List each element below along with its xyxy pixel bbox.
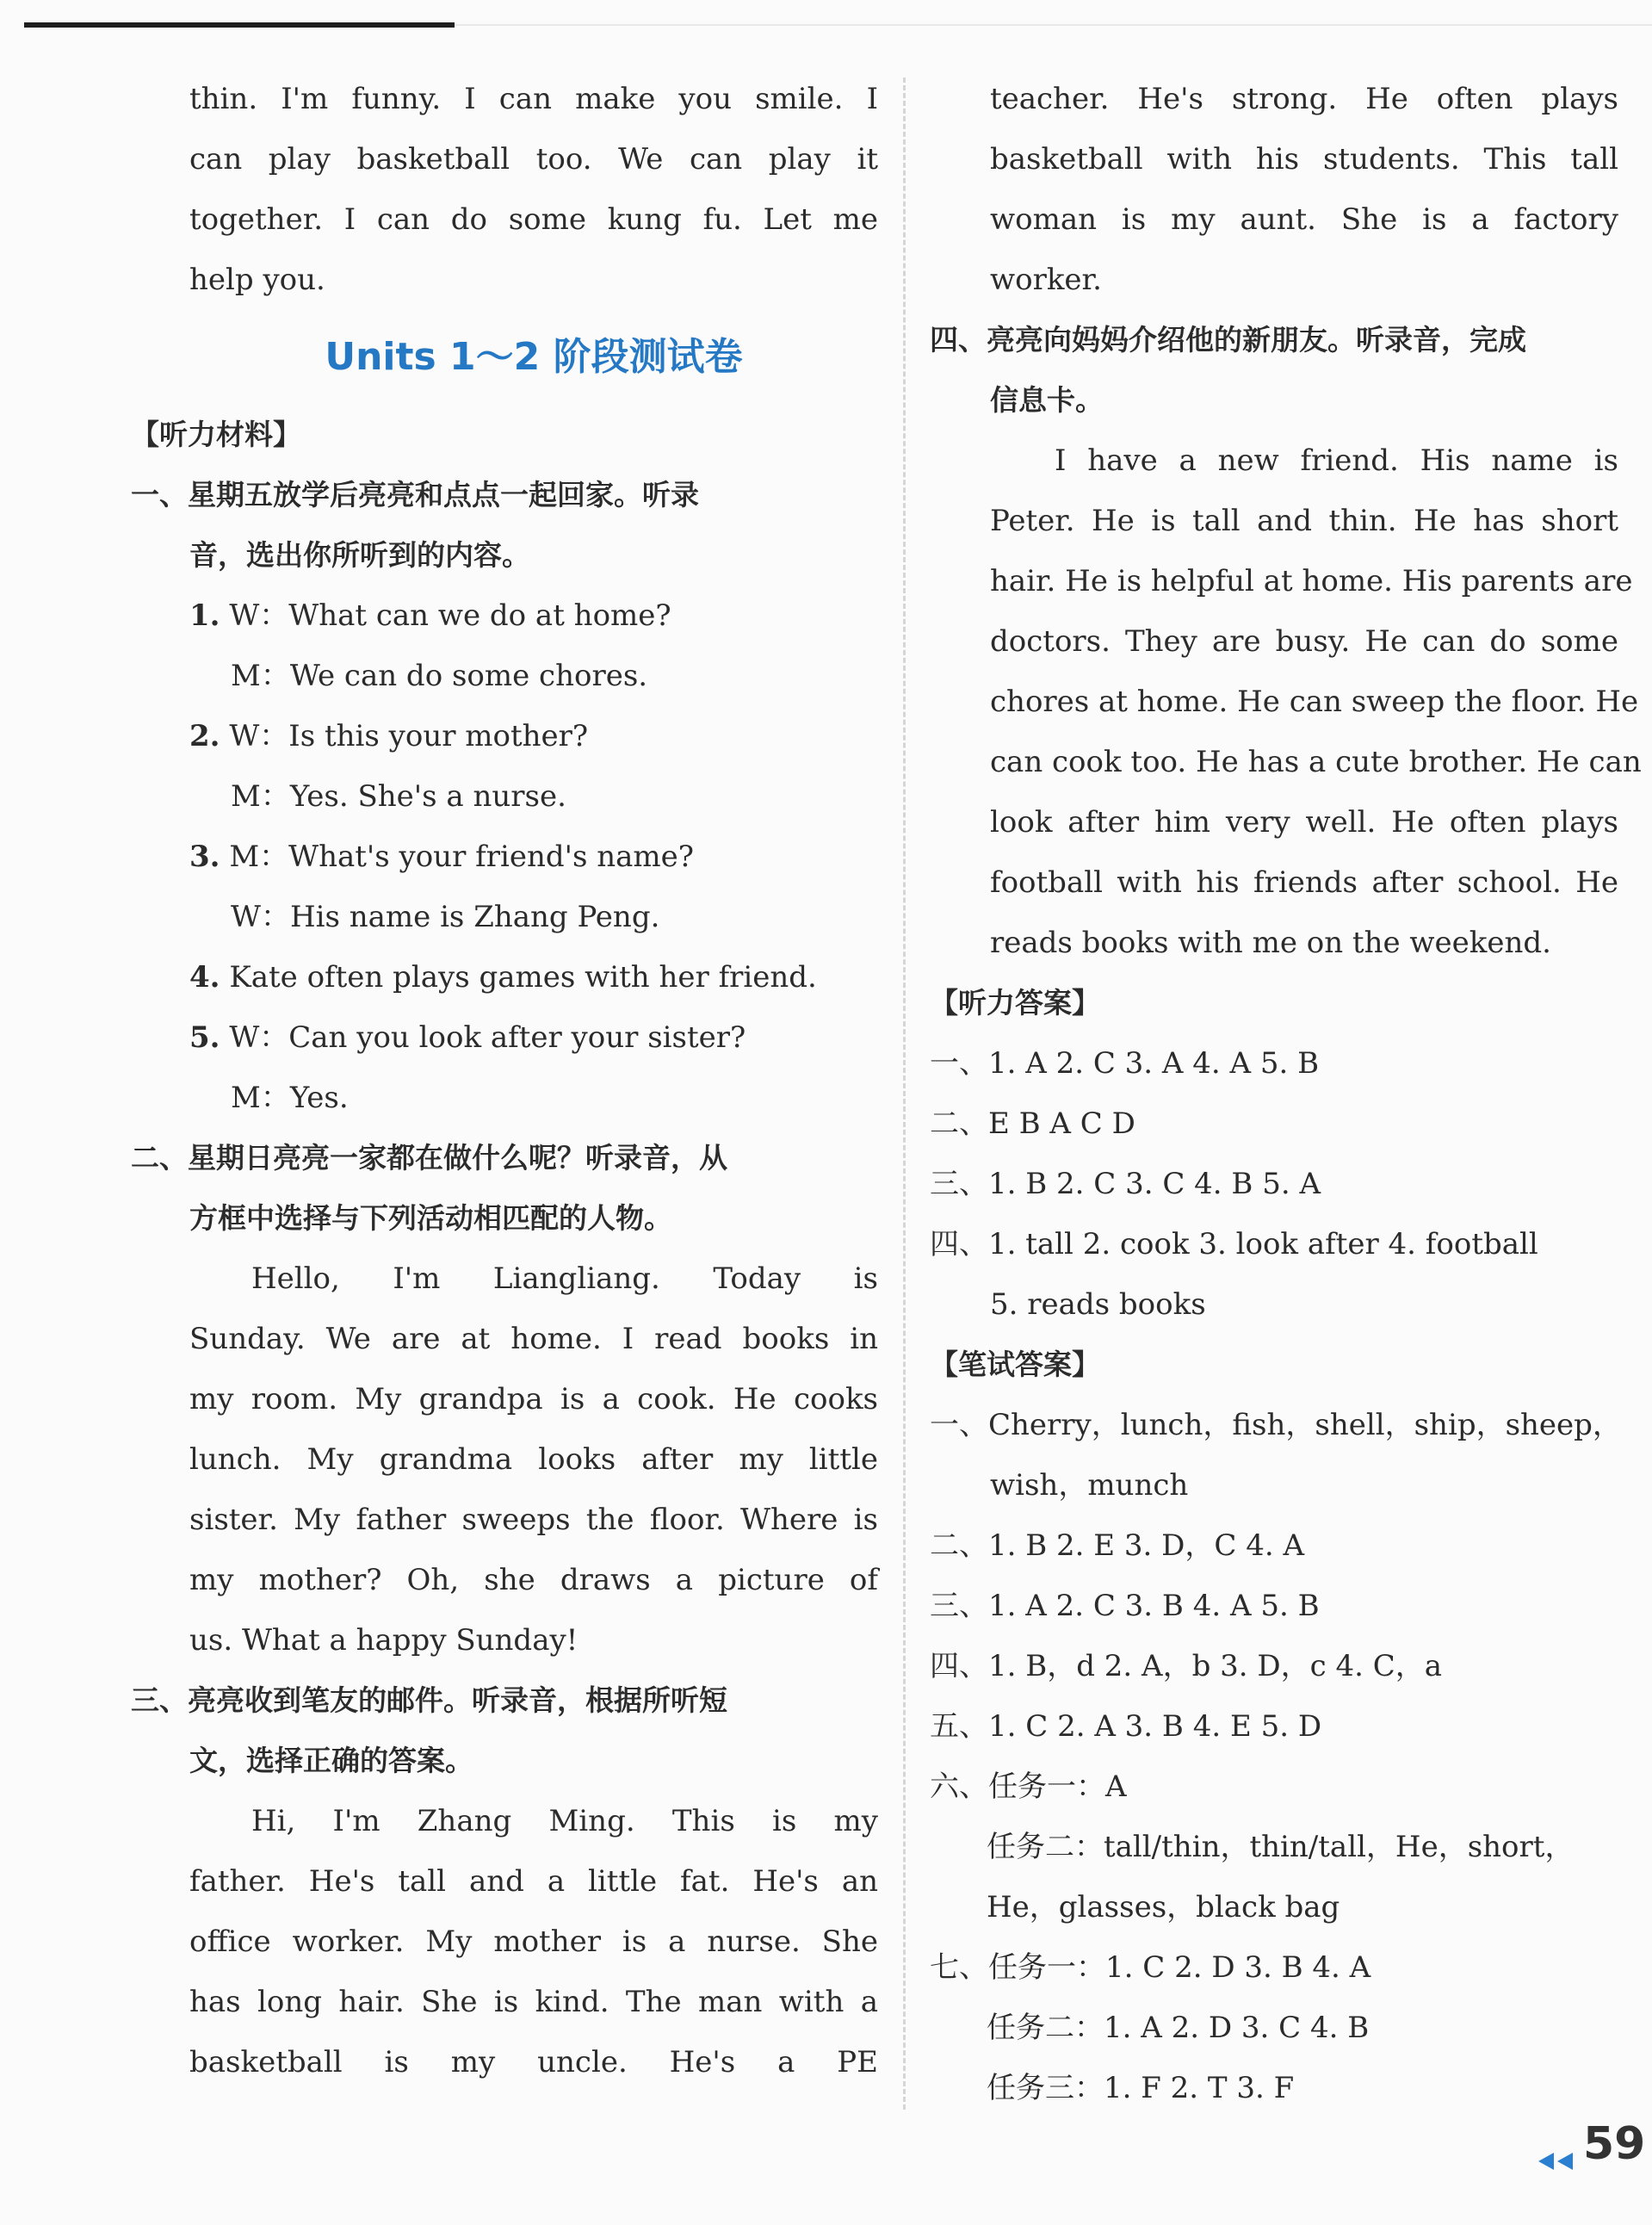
answer-line: 任务三：1. F 2. T 3. F xyxy=(987,2071,1295,2105)
right-column xyxy=(930,69,1642,2118)
answer-line: 五、1. C 2. A 3. B 4. E 5. D xyxy=(930,1709,1322,1744)
passage-line: us. What a happy Sunday! xyxy=(189,1623,579,1658)
answer-line: 六、任务一：A xyxy=(930,1769,1127,1804)
passage-line: football with his friends after school. He xyxy=(990,865,1618,900)
answer-line: 5. reads books xyxy=(990,1287,1206,1322)
answer-line: 三、1. B 2. C 3. C 4. B 5. A xyxy=(930,1167,1321,1201)
continued-line: worker. xyxy=(990,263,1102,297)
passage-line: reads books with me on the weekend. xyxy=(990,926,1551,960)
answer-line: 四、1. B，d 2. A，b 3. D，c 4. C，a xyxy=(930,1649,1443,1683)
section-title: Units 1～2 阶段测试卷 xyxy=(325,335,743,379)
passage-line: my room. My grandpa is a cook. He cooks xyxy=(189,1382,878,1416)
dialogue-line: M：Yes. xyxy=(231,1081,349,1115)
part1-heading-cont: 音，选出你所听到的内容。 xyxy=(189,538,530,572)
part1-heading: 一、星期五放学后亮亮和点点一起回家。听录 xyxy=(131,478,699,511)
part2-heading: 二、星期日亮亮一家都在做什么呢？听录音，从 xyxy=(131,1141,727,1174)
passage-line: chores at home. He can sweep the floor. He xyxy=(990,685,1639,719)
page-nav-arrows xyxy=(1538,2135,1573,2187)
dialogue-line: 5. W：Can you look after your sister? xyxy=(189,1020,746,1055)
passage-line: lunch. My grandma looks after my little xyxy=(189,1442,878,1477)
answer-line: 一、Cherry，lunch，fish，shell，ship，sheep， xyxy=(930,1408,1622,1442)
back-arrow-icon xyxy=(1557,2153,1573,2170)
answer-line: 任务二：1. A 2. D 3. C 4. B xyxy=(987,2011,1370,2045)
dialogue-line: 4. Kate often plays games with her friend. xyxy=(189,960,817,995)
listening-answers-heading: 【听力答案】 xyxy=(930,986,1100,1020)
intro-line: thin. I'm funny. I can make you smile. I xyxy=(189,82,878,116)
passage-line: Hi, I'm Zhang Ming. This is my xyxy=(251,1804,878,1838)
part4-heading-cont: 信息卡。 xyxy=(990,383,1104,417)
dialogue-line: 1. W：What can we do at home? xyxy=(189,598,671,633)
top-rule xyxy=(24,22,455,28)
part3-heading: 三、亮亮收到笔友的邮件。听录音，根据所听短 xyxy=(131,1683,727,1717)
passage-line: I have a new friend. His name is xyxy=(1055,443,1618,478)
passage-line: has long hair. She is kind. The man with a xyxy=(189,1985,878,2019)
answer-line: wish，munch xyxy=(990,1468,1189,1503)
answer-line: 任务二：tall/thin，thin/tall，He，short， xyxy=(987,1830,1575,1864)
column-divider xyxy=(903,77,906,2110)
passage-line: office worker. My mother is a nurse. She xyxy=(189,1924,878,1959)
passage-line: can cook too. He has a cute brother. He can xyxy=(990,745,1642,779)
answer-line: He，glasses，black bag xyxy=(987,1890,1340,1924)
dialogue-line: M：Yes. She's a nurse. xyxy=(231,779,566,814)
continued-line: teacher. He's strong. He often plays xyxy=(990,82,1618,116)
passage-line: Peter. He is tall and thin. He has short xyxy=(990,504,1618,538)
intro-line: can play basketball too. We can play it xyxy=(189,142,878,177)
left-column xyxy=(131,69,878,2092)
written-answers-heading: 【笔试答案】 xyxy=(930,1348,1100,1381)
passage-line: hair. He is helpful at home. His parents are xyxy=(990,564,1633,598)
answer-line: 七、任务一：1. C 2. D 3. B 4. A xyxy=(930,1950,1371,1985)
listening-materials-heading: 【听力材料】 xyxy=(131,418,301,451)
part2-heading-cont: 方框中选择与下列活动相匹配的人物。 xyxy=(189,1201,672,1235)
part3-heading-cont: 文，选择正确的答案。 xyxy=(189,1744,473,1777)
continued-line: woman is my aunt. She is a factory xyxy=(990,202,1618,237)
passage-line: look after him very well. He often plays xyxy=(990,805,1618,840)
answer-line: 二、1. B 2. E 3. D，C 4. A xyxy=(930,1528,1305,1563)
continued-line: basketball with his students. This tall xyxy=(990,142,1618,177)
answer-line: 三、1. A 2. C 3. B 4. A 5. B xyxy=(930,1589,1320,1623)
passage-line: basketball is my uncle. He's a PE xyxy=(189,2045,878,2079)
answer-line: 二、E B A C D xyxy=(930,1106,1135,1141)
passage-line: my mother? Oh, she draws a picture of xyxy=(189,1563,878,1597)
dialogue-line: W：His name is Zhang Peng. xyxy=(231,900,660,934)
passage-line: sister. My father sweeps the floor. Where is xyxy=(189,1503,878,1537)
intro-line: help you. xyxy=(189,263,325,297)
passage-line: doctors. They are busy. He can do some xyxy=(990,624,1618,659)
intro-line: together. I can do some kung fu. Let me xyxy=(189,202,878,237)
page-number: 59 xyxy=(1583,2118,1646,2170)
passage-line: Hello, I'm Liangliang. Today is xyxy=(251,1261,878,1296)
passage-line: Sunday. We are at home. I read books in xyxy=(189,1322,878,1356)
answer-line: 四、1. tall 2. cook 3. look after 4. football xyxy=(930,1227,1538,1261)
part4-heading: 四、亮亮向妈妈介绍他的新朋友。听录音，完成 xyxy=(930,323,1526,356)
top-rule-tail xyxy=(455,24,1652,26)
passage-line: father. He's tall and a little fat. He's an xyxy=(189,1864,878,1899)
back-arrow-icon xyxy=(1538,2153,1554,2170)
dialogue-line: 2. W：Is this your mother? xyxy=(189,719,589,753)
dialogue-line: 3. M：What's your friend's name? xyxy=(189,840,694,874)
dialogue-line: M：We can do some chores. xyxy=(231,659,648,693)
answer-line: 一、1. A 2. C 3. A 4. A 5. B xyxy=(930,1046,1320,1081)
